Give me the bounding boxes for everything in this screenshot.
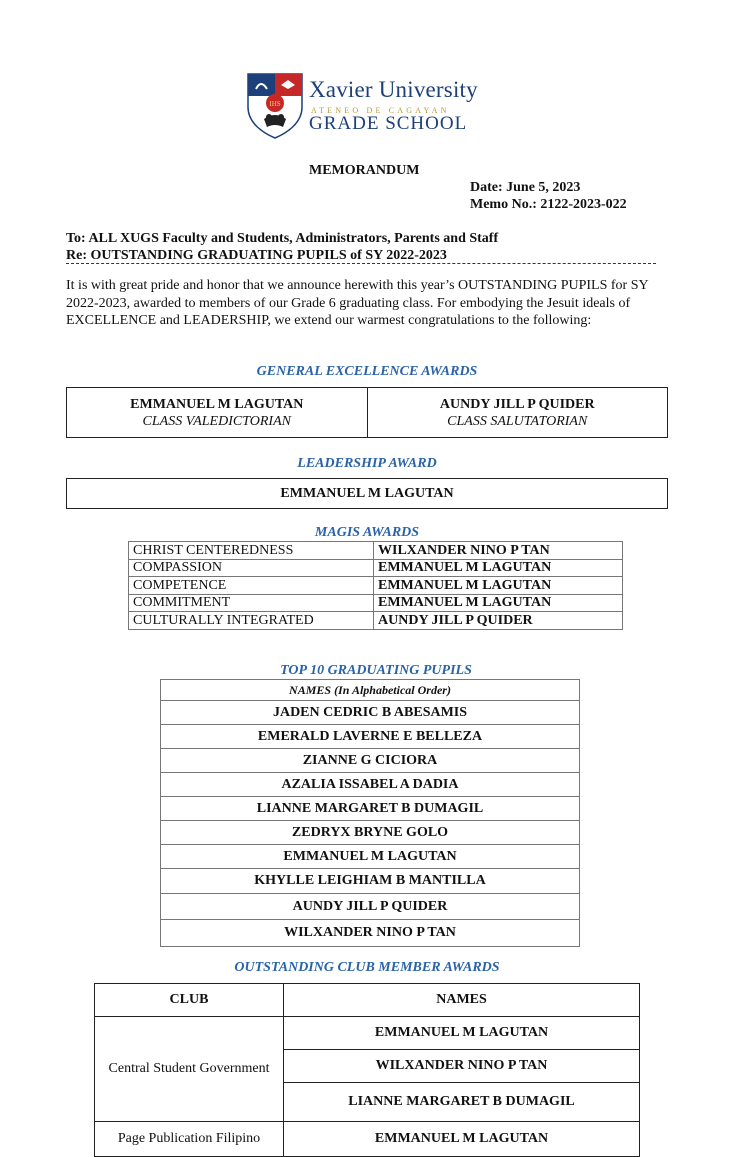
- magis-award: COMPASSION: [129, 559, 374, 577]
- table-row: [161, 869, 580, 894]
- magis-award: CHRIST CENTEREDNESS: [129, 542, 374, 560]
- table-header-row: [95, 984, 640, 1017]
- table-row: [129, 612, 623, 630]
- magis-awardee: EMMANUEL M LAGUTAN: [374, 577, 623, 595]
- table-row: [161, 725, 580, 749]
- leadership-name: EMMANUEL M LAGUTAN: [66, 478, 668, 509]
- club-awards-heading: OUTSTANDING CLUB MEMBER AWARDS: [234, 960, 500, 975]
- valedictorian-cell: [67, 388, 367, 437]
- club-name: Page Publication Filipino: [95, 1122, 284, 1157]
- club-member-name: EMMANUEL M LAGUTAN: [284, 1122, 640, 1157]
- top10-name: ZEDRYX BRYNE GOLO: [161, 821, 580, 845]
- memo-heading: MEMORANDUM: [309, 163, 420, 178]
- logo-subtitle: ATENEO DE CAGAYAN: [311, 106, 450, 115]
- table-row: [161, 749, 580, 773]
- table-row: [129, 559, 623, 577]
- valedictorian-name: EMMANUEL M LAGUTAN: [130, 397, 304, 412]
- club-member-name: WILXANDER NINO P TAN: [284, 1050, 640, 1083]
- magis-awardee: EMMANUEL M LAGUTAN: [374, 559, 623, 577]
- top10-name: WILXANDER NINO P TAN: [161, 920, 580, 947]
- top10-name: AZALIA ISSABEL A DADIA: [161, 773, 580, 797]
- svg-text:IHS: IHS: [269, 100, 281, 108]
- school-logo: [247, 73, 492, 139]
- magis-awardee: EMMANUEL M LAGUTAN: [374, 594, 623, 612]
- club-member-name: EMMANUEL M LAGUTAN: [284, 1017, 640, 1050]
- table-row: [161, 821, 580, 845]
- memo-to: To: ALL XUGS Faculty and Students, Administrators, Parents and Staff: [66, 231, 499, 246]
- table-row: [129, 594, 623, 612]
- magis-table: [128, 541, 623, 630]
- table-row: [95, 1122, 640, 1157]
- magis-awardee: AUNDY JILL P QUIDER: [374, 612, 623, 630]
- club-member-name: LIANNE MARGARET B DUMAGIL: [284, 1083, 640, 1122]
- top10-name: JADEN CEDRIC B ABESAMIS: [161, 701, 580, 725]
- dashed-divider: [66, 263, 656, 264]
- top10-name: LIANNE MARGARET B DUMAGIL: [161, 797, 580, 821]
- general-excellence-heading: GENERAL EXCELLENCE AWARDS: [256, 364, 478, 379]
- club-awards-table: [94, 983, 640, 1157]
- top10-name: EMMANUEL M LAGUTAN: [161, 845, 580, 869]
- table-row: [161, 797, 580, 821]
- table-row: [161, 920, 580, 947]
- logo-school-name: GRADE SCHOOL: [309, 113, 468, 134]
- names-column-header: NAMES: [284, 984, 640, 1017]
- salutatorian-title: CLASS SALUTATORIAN: [447, 414, 588, 429]
- memo-date: Date: June 5, 2023: [470, 180, 581, 195]
- logo-university-name: Xavier University: [309, 77, 478, 102]
- table-header-row: [161, 680, 580, 701]
- table-row: [129, 542, 623, 560]
- table-row: [161, 773, 580, 797]
- memo-body: It is with great pride and honor that we announce herewith this year’s OUTSTANDING PUPILS for SY 2022-2023, awarded to members of our Grade 6 graduating class. For embodying the Jesuit ideals of EXCELLENCE and LEADERSHIP, we extend our warmest congratulations to the following:: [66, 278, 649, 329]
- magis-award: CULTURALLY INTEGRATED: [129, 612, 374, 630]
- memo-number: Memo No.: 2122-2023-022: [470, 197, 627, 212]
- salutatorian-name: AUNDY JILL P QUIDER: [439, 397, 595, 412]
- valedictorian-title: CLASS VALEDICTORIAN: [142, 414, 291, 429]
- magis-award: COMMITMENT: [129, 594, 374, 612]
- table-row: [161, 845, 580, 869]
- top10-heading: TOP 10 GRADUATING PUPILS: [280, 663, 472, 678]
- xavier-shield-icon: [247, 73, 303, 139]
- salutatorian-cell: [367, 388, 668, 437]
- top10-name: EMERALD LAVERNE E BELLEZA: [161, 725, 580, 749]
- table-row: [161, 701, 580, 725]
- top10-table: [160, 679, 580, 947]
- table-row: [95, 1017, 640, 1050]
- club-name: Central Student Government: [95, 1017, 284, 1122]
- table-row: [129, 577, 623, 595]
- table-row: [161, 894, 580, 920]
- general-excellence-box: [66, 387, 668, 438]
- club-column-header: CLUB: [95, 984, 284, 1017]
- top10-name: ZIANNE G CICIORA: [161, 749, 580, 773]
- magis-award: COMPETENCE: [129, 577, 374, 595]
- top10-name: KHYLLE LEIGHIAM B MANTILLA: [161, 869, 580, 894]
- magis-heading: MAGIS AWARDS: [314, 525, 420, 540]
- leadership-heading: LEADERSHIP AWARD: [297, 456, 437, 471]
- top10-column-header: NAMES (In Alphabetical Order): [161, 680, 580, 701]
- top10-name: AUNDY JILL P QUIDER: [161, 894, 580, 920]
- memo-re: Re: OUTSTANDING GRADUATING PUPILS of SY 2022-2023: [66, 248, 447, 263]
- magis-awardee: WILXANDER NINO P TAN: [374, 542, 623, 560]
